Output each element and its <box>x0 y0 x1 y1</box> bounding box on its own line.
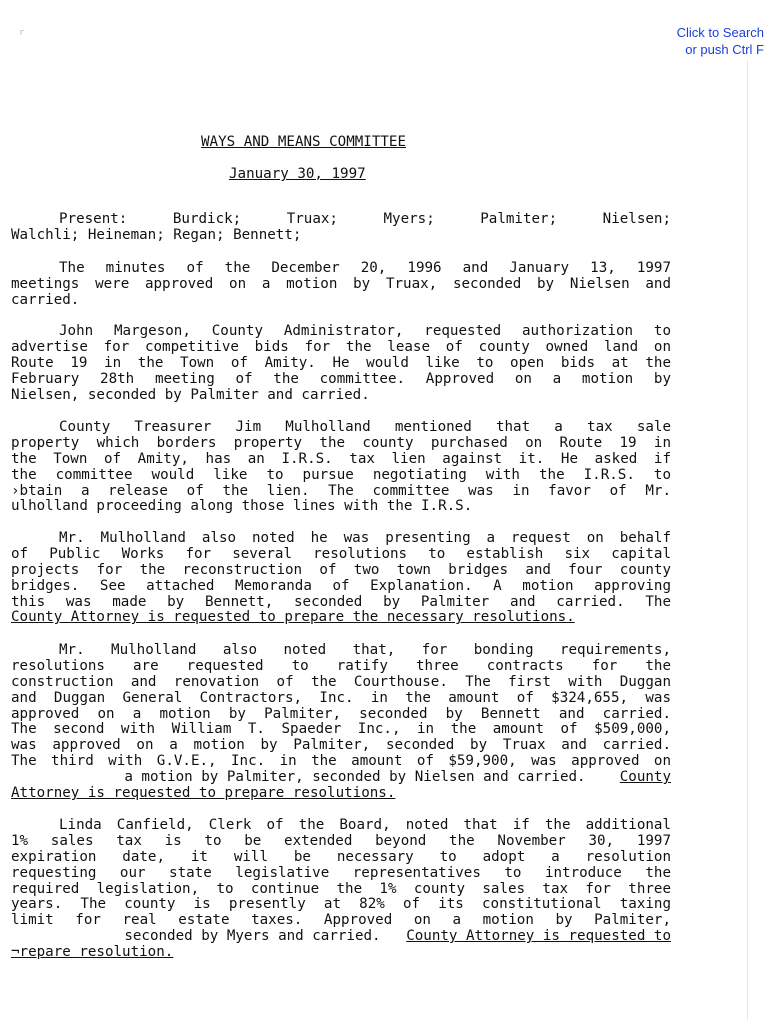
paragraph-line: County Treasurer Jim Mulholland mentioned that a tax sale <box>59 419 671 435</box>
mixed-underlined-text: County Attorney is requested to <box>406 928 671 945</box>
courthouse-contracts-paragraph <box>11 643 671 802</box>
paragraph-line: The second with William T. Spaeder Inc., in the amount of $509,000, <box>11 721 671 738</box>
paragraph-line: John Margeson, County Administrator, requested authorization to <box>59 323 671 339</box>
paragraph-line: approved on a motion by Palmiter, seconded by Bennett and carried. <box>11 705 671 722</box>
paragraph-line: Mr. Mulholland also noted he was presenting a request on behalf <box>59 530 671 546</box>
mixed-plain-text: seconded by Myers and carried. <box>124 928 381 945</box>
tax-sale-paragraph <box>11 420 671 515</box>
page-edge-divider <box>747 60 748 1020</box>
underlined-instruction: Attorney is requested to prepare resolutions. <box>11 785 396 802</box>
search-hint-line-2: or push Ctrl F <box>685 42 764 57</box>
mixed-plain-text: a motion by Palmiter, seconded by Nielsen and carried. <box>124 769 586 786</box>
paragraph-line: Present: Burdick; Truax; Myers; Palmiter; Nielsen; <box>59 211 671 227</box>
underlined-instruction: County Attorney is requested to prepare the necessary resolutions. <box>11 609 575 626</box>
paragraph-line: Linda Canfield, Clerk of the Board, noted that if the additional <box>59 817 671 833</box>
paragraph-line: The minutes of the December 20, 1996 and January 13, 1997 <box>59 260 671 276</box>
scan-mark: r <box>19 28 25 38</box>
paragraph-line: 1% sales tax is to be extended beyond the November 30, 1997 <box>11 832 671 849</box>
paragraph-line: was approved on a motion by Palmiter, seconded by Truax and carried. <box>11 737 671 754</box>
paragraph-line: the committee would like to pursue negotiating with the I.R.S. to <box>11 466 671 483</box>
paragraph-line: resolutions are requested to ratify three contracts for the <box>11 657 671 674</box>
attendance-paragraph <box>11 212 671 244</box>
paragraph-line: limit for real estate taxes. Approved on a motion by Palmiter, <box>11 912 671 929</box>
paragraph-line: advertise for competitive bids for the lease of county owned land on <box>11 338 671 355</box>
paragraph-line: February 28th meeting of the committee. Approved on a motion by <box>11 370 671 387</box>
paragraph-line: the Town of Amity, has an I.R.S. tax lien against it. He asked if <box>11 450 671 467</box>
margeson-paragraph <box>11 324 671 403</box>
document-title: WAYS AND MEANS COMMITTEE <box>201 134 406 150</box>
paragraph-line: years. The county is presently at 82% of its constitutional taxing <box>11 896 671 913</box>
paragraph-line: required legislation, to continue the 1% county sales tax for three <box>11 880 671 897</box>
minutes-paragraph <box>11 261 671 309</box>
paragraph-line: bridges. See attached Memoranda of Explanation. A motion approving <box>11 577 671 594</box>
paragraph-line: Mr. Mulholland also noted that, for bonding requirements, <box>59 642 671 658</box>
paragraph-line: of Public Works for several resolutions to establish six capital <box>11 545 671 562</box>
paragraph-line-mixed <box>11 929 671 945</box>
paragraph-line: ›btain a release of the lien. The committee was in favor of Mr. <box>11 482 671 499</box>
paragraph-line: requesting our state legislative representatives to introduce the <box>11 864 671 881</box>
search-hint-line-1: Click to Search <box>676 25 764 40</box>
public-works-paragraph <box>11 531 671 626</box>
paragraph-line: construction and renovation of the Courthouse. The first with Duggan <box>11 673 671 690</box>
underlined-instruction: ¬repare resolution. <box>11 944 174 961</box>
paragraph-line: The third with G.V.E., Inc. in the amount of $59,900, was approved on <box>11 753 671 770</box>
paragraph-line: meetings were approved on a motion by Truax, seconded by Nielsen and <box>11 275 671 292</box>
mixed-underlined-text: County <box>619 769 671 786</box>
paragraph-line: carried. <box>11 291 80 308</box>
paragraph-line: Nielsen, seconded by Palmiter and carried. <box>11 386 370 403</box>
paragraph-line: expiration date, it will be necessary to adopt a resolution <box>11 848 671 865</box>
paragraph-line: projects for the reconstruction of two town bridges and four county <box>11 561 671 578</box>
paragraph-line: this was made by Bennett, seconded by Palmiter and carried. The <box>11 593 671 610</box>
paragraph-line: ulholland proceeding along those lines with the I.R.S. <box>11 498 473 515</box>
paragraph-line: property which borders property the county purchased on Route 19 in <box>11 434 671 451</box>
search-hint-link[interactable] <box>677 24 764 58</box>
paragraph-line: Route 19 in the Town of Amity. He would like to open bids at the <box>11 354 671 371</box>
sales-tax-paragraph <box>11 818 671 961</box>
paragraph-line-mixed <box>11 770 671 786</box>
document-date: January 30, 1997 <box>229 166 366 182</box>
paragraph-line: and Duggan General Contractors, Inc. in the amount of $324,655, was <box>11 689 671 706</box>
paragraph-line: Walchli; Heineman; Regan; Bennett; <box>11 226 302 243</box>
